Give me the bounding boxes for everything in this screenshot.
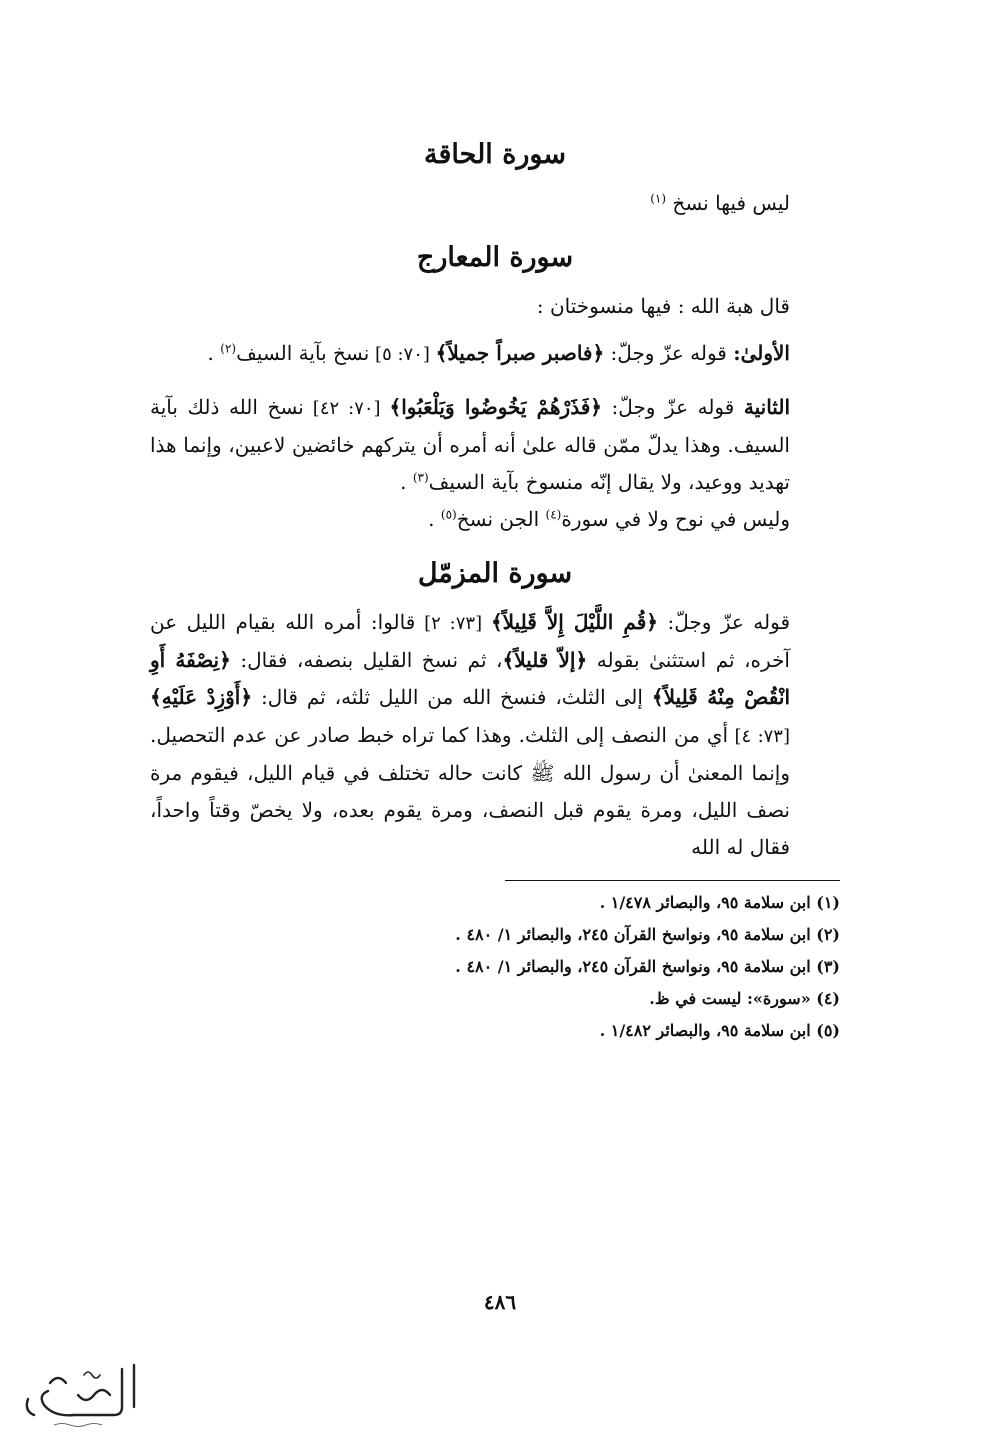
- footnote-divider: [505, 880, 840, 881]
- para-text: قوله عزّ وجلّ:: [658, 610, 791, 634]
- verse-reference: [٧٠: ٤٢]: [303, 398, 390, 419]
- verse-reference: [٧٠: ٥]: [369, 344, 436, 365]
- footnote-ref: (٢): [220, 341, 237, 356]
- verse-reference: [٧٣: ٤]: [728, 726, 791, 747]
- haqqah-line: [150, 185, 840, 222]
- para-text: .: [428, 507, 441, 531]
- footnotes: [150, 887, 840, 1047]
- para-text: نسخ الله ذلك بآية السيف. وهذا يدلّ ممّن قاله علىٰ أنه أمره أن يتركهم خائضين لاعبين، وإنما هذا تهديد ووعيد، ولا يقال إنّه منسوخ بآية السيف: [150, 395, 790, 494]
- maarij-intro: قال هبة الله : فيها منسوختان :: [536, 294, 790, 318]
- maarij-second-paragraph: [150, 389, 840, 501]
- footnote-ref: (٤): [545, 507, 562, 522]
- para-text: .: [400, 470, 413, 494]
- para-text: قوله عزّ وجلّ:: [604, 341, 734, 365]
- footnote-2: (٢) ابن سلامة ٩٥، ونواسخ القرآن ٢٤٥، والبصائر ١/ ٤٨٠ .: [455, 925, 840, 944]
- surah-title-muzzammil: سورة المزمّل: [417, 558, 573, 589]
- verse-reference: [٧٣: ٢]: [415, 613, 491, 634]
- surah-title-haqqah: سورة الحاقة: [424, 139, 566, 170]
- para-text: وليس في نوح ولا في سورة: [561, 507, 790, 531]
- haqqah-text: ليس فيها نسخ: [672, 191, 790, 215]
- maarij-nuh-paragraph: [150, 501, 840, 538]
- surah-title-maarij: سورة المعارج: [416, 242, 574, 273]
- para-text: قالوا: أمره الله بقيام الليل عن آخره، ثم استثنىٰ بقوله: [150, 610, 790, 672]
- lead-word: الثانية: [743, 395, 790, 419]
- page-number: ٤٨٦: [483, 1290, 517, 1314]
- quran-verse: ﴿فَذَرْهُمْ يَخُوضُوا وَيَلْعَبُوا﴾: [389, 395, 602, 419]
- footnote-4: (٤) «سورة»: ليست في ظ.: [649, 989, 840, 1008]
- footnote-3: (٣) ابن سلامة ٩٥، ونواسخ القرآن ٢٤٥، والبصائر ١/ ٤٨٠ .: [455, 957, 840, 976]
- para-text: أي من النصف إلى الثلث. وهذا كما تراه خبط صادر عن عدم التحصيل. وإنما المعنىٰ أن رسول الله ﷺ كانت حاله تختلف في قيام الليل، فيقوم مرة نصف الليل، ومرة يقوم قبل النصف، ومرة يقوم بعده، ولا يخصّ وقتاً واحداً، فقال له الله: [150, 723, 790, 859]
- quran-verse: ﴿فاصبر صبراً جميلاً﴾: [435, 341, 605, 365]
- maarij-first-paragraph: [150, 335, 840, 373]
- para-text: نسخ بآية السيف: [236, 341, 370, 365]
- para-text: .: [207, 341, 221, 365]
- footnote-5: (٥) ابن سلامة ٩٥، والبصائر ١/٤٨٢ .: [599, 1021, 840, 1040]
- para-text: إلى الثلث، فنسخ الله من الليل ثلثه، ثم قال:: [252, 685, 652, 709]
- quran-verse: ﴿نِصْفَهُ أَوِ انْقُصْ مِنْهُ قَلِيلاً﴾: [150, 648, 790, 709]
- footnote-ref: (٥): [440, 507, 457, 522]
- para-text: الجن نسخ: [456, 507, 546, 531]
- footnote-1: (١) ابن سلامة ٩٥، والبصائر ١/٤٧٨ .: [599, 893, 840, 912]
- muzzammil-paragraph: [150, 604, 840, 866]
- quran-verse: ﴿أَوْزِدْ عَلَيْهِ﴾: [150, 685, 253, 709]
- footnote-ref: (١): [650, 191, 667, 206]
- para-text: قوله عزّ وجلّ:: [601, 395, 744, 419]
- para-text: ، ثم نسخ القليل بنصفه، فقال:: [230, 648, 503, 672]
- watermark-logo: [14, 1355, 149, 1435]
- footnote-ref: (٣): [412, 470, 429, 485]
- quran-verse: ﴿إلاّ قليلاً﴾: [502, 648, 588, 672]
- page-body: [150, 135, 840, 1047]
- lead-word: الأولىٰ:: [733, 341, 790, 365]
- quran-verse: ﴿قُمِ اللَّيْلَ إِلاَّ قَلِيلاً﴾: [490, 610, 659, 634]
